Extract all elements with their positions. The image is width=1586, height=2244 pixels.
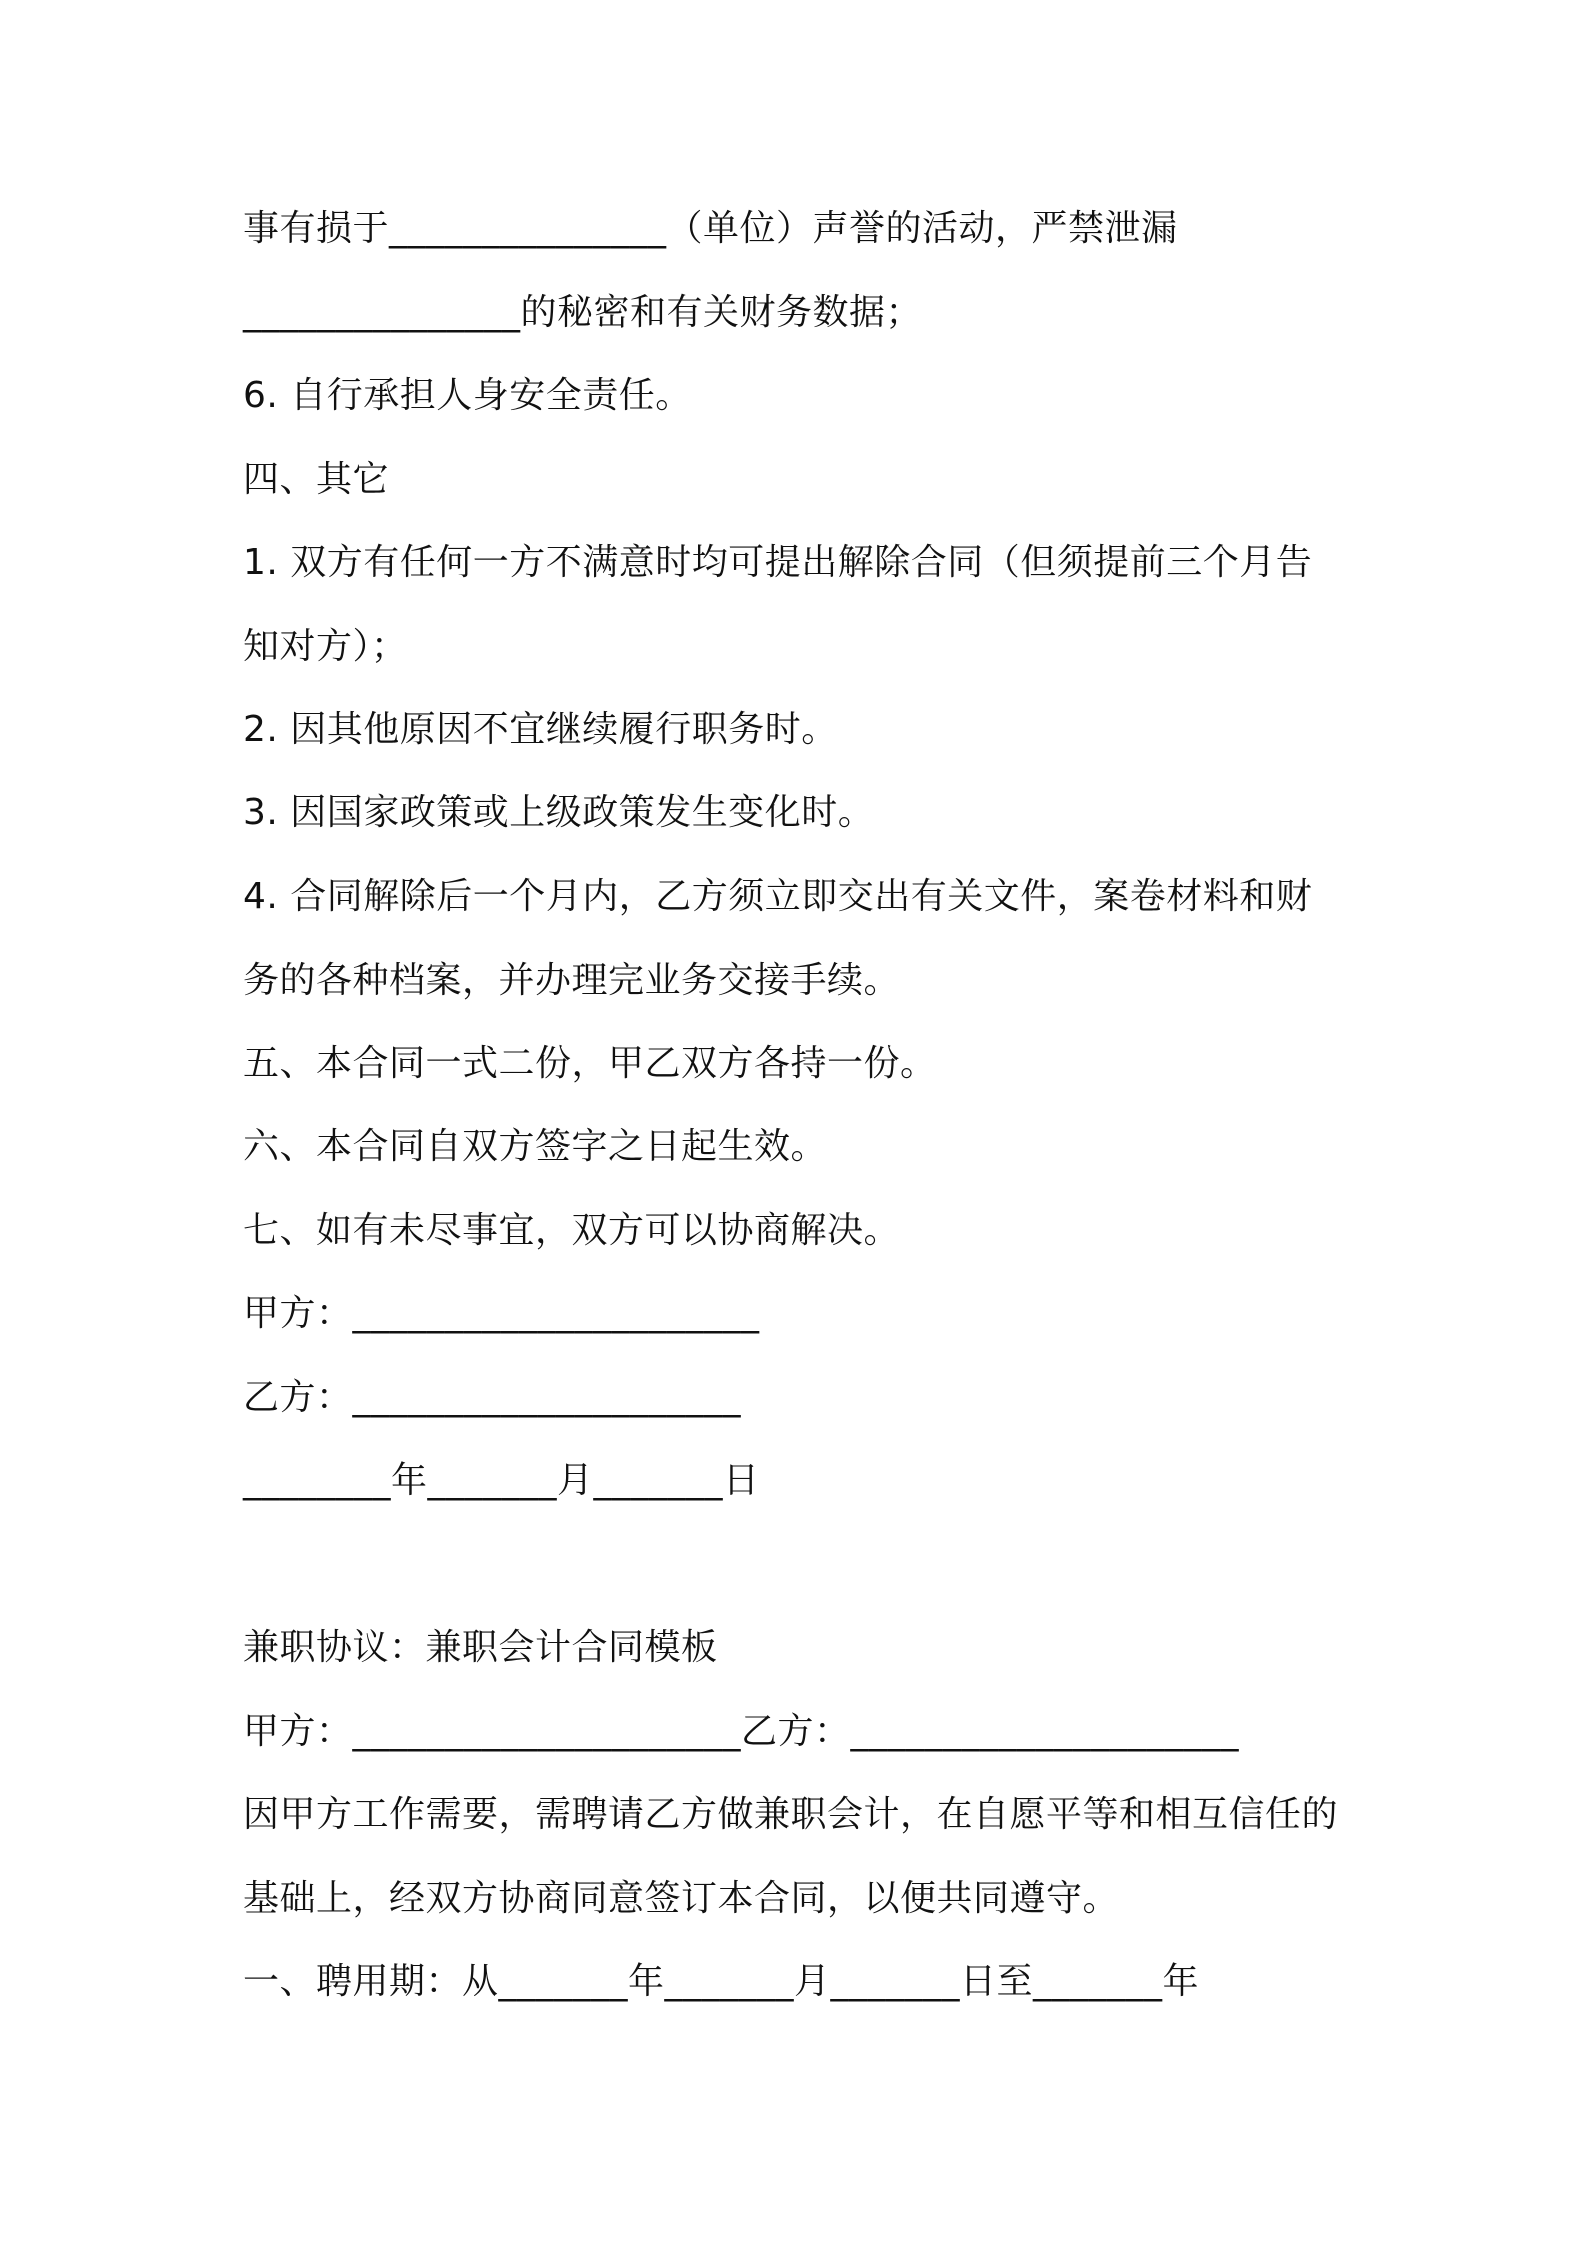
section-4-item-1-line-2: 知对方）； [243, 626, 408, 667]
second-contract-title: 兼职协议：兼职会计合同模板 [243, 1627, 718, 1668]
parties-line: 甲方：_____________________乙方：_____________________ [243, 1711, 1240, 1752]
section-4-item-4-line-1: 4. 合同解除后一个月内，乙方须立即交出有关文件，案卷材料和财 [243, 876, 1313, 917]
section-6: 六、本合同自双方签字之日起生效。 [243, 1126, 828, 1167]
section-4-item-3: 3. 因国家政策或上级政策发生变化时。 [243, 792, 875, 833]
date-line: ________年_______月_______日 [243, 1460, 760, 1501]
party-a-signature-line: 甲方：______________________ [243, 1293, 760, 1334]
section-4-item-1-line-1: 1. 双方有任何一方不满意时均可提出解除合同（但须提前三个月告 [243, 542, 1313, 583]
clause-confidentiality-line-2: _______________的秘密和有关财务数据； [243, 292, 923, 333]
clause-6-safety: 6. 自行承担人身安全责任。 [243, 375, 692, 416]
preamble-line-1: 因甲方工作需要，需聘请乙方做兼职会计，在自愿平等和相互信任的 [243, 1794, 1339, 1835]
employment-period-line: 一、聘用期：从_______年_______月_______日至_______年 [243, 1961, 1200, 2002]
section-4-item-2: 2. 因其他原因不宜继续履行职务时。 [243, 709, 838, 750]
section-4-heading: 四、其它 [243, 459, 390, 500]
section-4-item-4-line-2: 务的各种档案，并办理完业务交接手续。 [243, 960, 901, 1001]
party-b-signature-line: 乙方：_____________________ [243, 1377, 742, 1418]
section-5: 五、本合同一式二份，甲乙双方各持一份。 [243, 1043, 937, 1084]
preamble-line-2: 基础上，经双方协商同意签订本合同，以便共同遵守。 [243, 1878, 1120, 1919]
clause-confidentiality-line-1: 事有损于_______________（单位）声誉的活动，严禁泄漏 [243, 208, 1178, 249]
section-7: 七、如有未尽事宜，双方可以协商解决。 [243, 1210, 901, 1251]
